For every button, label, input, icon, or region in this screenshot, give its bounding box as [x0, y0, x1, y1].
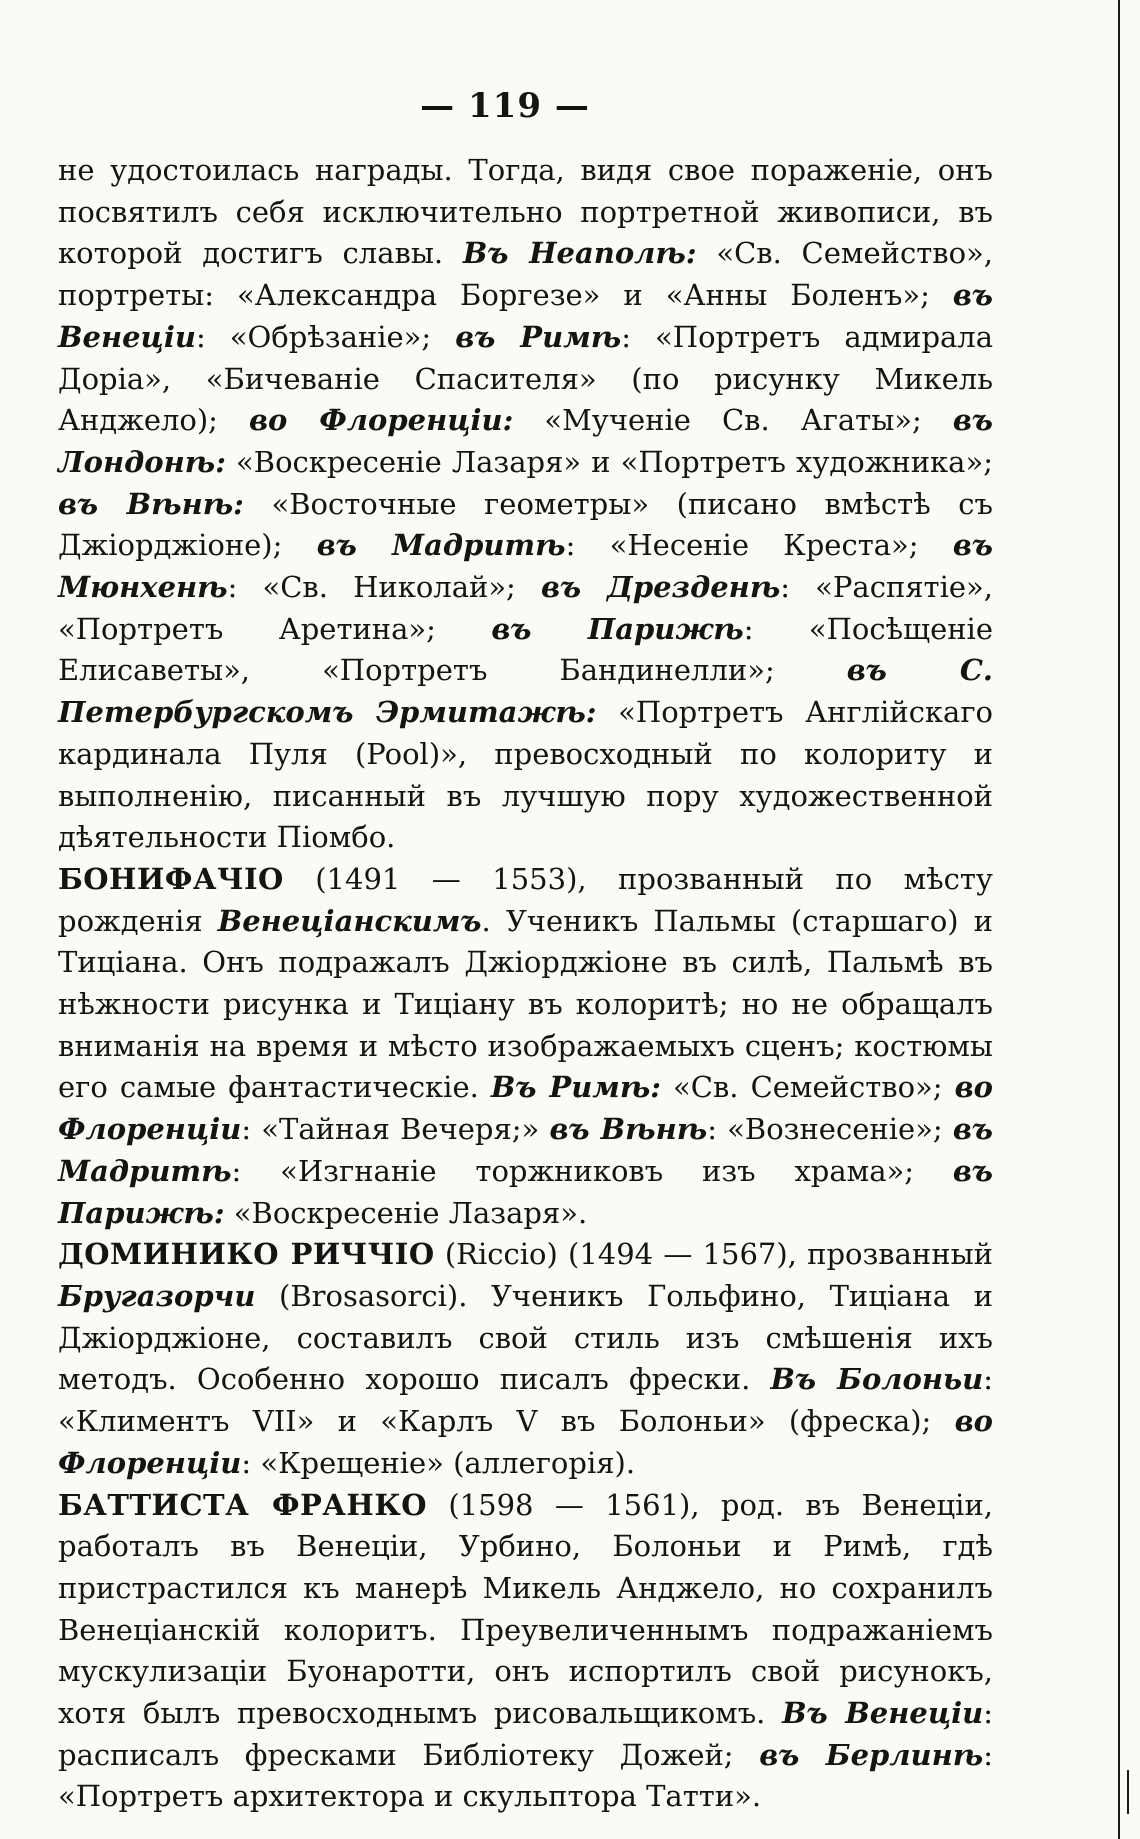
- location-label: въ Вѣнѣ:: [58, 486, 244, 521]
- text-run: . Ученикъ Пальмы (старшаго) и Тиціана. Онъ подражалъ Джіорджіоне въ силѣ, Пальмѣ въ нѣжности рисунка и Тиціану въ колоритѣ; но не обращалъ вниманія на время и мѣсто изображаемыхъ сценъ; костюмы его самые фантастическіе.: [58, 903, 994, 1105]
- page-number: — 119 —: [420, 86, 590, 126]
- text-run: (Brosasorci). Ученикъ Гольфино, Тиціана и Джіорджіоне, составилъ свой стиль изъ смѣшенія ихъ методъ. Особенно хорошо писалъ фрески.: [58, 1278, 993, 1397]
- location-label: въ Парижѣ:: [58, 1153, 993, 1230]
- location-label: въ Берлинѣ: [759, 1737, 984, 1772]
- text-run: : «Несеніе Креста»;: [565, 528, 953, 563]
- paragraph-2: [58, 859, 993, 1234]
- text-run: : «Посѣщеніе Елисаветы», «Портретъ Бандинелли»;: [58, 611, 993, 688]
- text-run: «Восточные геометры» (писано вмѣстѣ съ Джіорджіоне);: [58, 486, 994, 563]
- location-label: въ Лондонѣ:: [58, 403, 993, 479]
- page-margin-mark: [1127, 1770, 1129, 1814]
- text-run: : расписалъ фресками Библіотеку Дожей;: [58, 1696, 994, 1772]
- paragraph-4: [58, 1485, 993, 1819]
- text-run: : «Климентъ VII» и «Карлъ V въ Болоньи» (фреска);: [58, 1362, 993, 1439]
- text-run: : «Крещеніе» (аллегорія).: [241, 1445, 636, 1480]
- artist-name: БОНИФАЧІО: [58, 861, 284, 896]
- paragraph-3: [58, 1234, 993, 1484]
- text-run: не удостоилась награды. Тогда, видя свое пораженіе, онъ посвятилъ себя исключительно портретной живописи, въ которой достигъ славы.: [58, 153, 993, 271]
- location-label: въ Мадритѣ: [316, 528, 566, 563]
- location-label: въ Мюнхенѣ: [58, 528, 993, 605]
- page-edge-line: [1118, 0, 1120, 1839]
- location-label: въ С. Петербургскомъ Эрмитажѣ:: [58, 653, 993, 730]
- text-run: (1598 — 1561), род. въ Венеціи, работалъ въ Венеціи, Урбино, Болоньи и Римѣ, гдѣ пристрастился къ манерѣ Микель Анджело, но сохранилъ Венеціанскій колоритъ. Преувеличеннымъ подражаніемъ мускулизаціи Буонаротти, онъ испортилъ свой рисунокъ, хотя былъ превосходнымъ рисовальщикомъ.: [58, 1487, 993, 1731]
- text-run: : «Обрѣзаніе»;: [195, 319, 456, 354]
- location-label: во Флоренціи: [58, 1070, 993, 1147]
- text-run: : «Тайная Вечеря;»: [241, 1112, 550, 1147]
- location-label: Въ Неаполѣ:: [462, 236, 697, 271]
- body-text: [58, 150, 993, 1818]
- artist-name: БАТТИСТА ФРАНКО: [58, 1487, 427, 1522]
- location-label: Бругазорчи: [58, 1278, 256, 1313]
- location-label: Венеціанскимъ: [217, 903, 482, 938]
- location-label: Въ Римѣ:: [490, 1070, 662, 1105]
- text-run: «Портретъ Англійскаго кардинала Пуля (Pool)», превосходный по колориту и выполненію, писанный въ лучшую пору художественной дѣятельности Піомбо.: [58, 695, 993, 855]
- text-run: «Воскресеніе Лазаря».: [224, 1195, 588, 1230]
- text-run: : «Изгнаніе торжниковъ изъ храма»;: [231, 1153, 953, 1188]
- text-run: (1491 — 1553), прозванный по мѣсту рожденія: [58, 861, 993, 938]
- location-label: Въ Венеціи: [782, 1696, 984, 1731]
- location-label: во Флоренціи:: [248, 403, 514, 438]
- text-run: : «Портретъ адмирала Доріа», «Бичеваніе Спасителя» (по рисунку Микель Анджело);: [58, 319, 994, 438]
- text-run: «Св. Семейство», портреты: «Александра Боргезе» и «Анны Боленъ»;: [58, 236, 993, 313]
- location-label: во Флоренціи: [58, 1404, 993, 1480]
- text-run: «Св. Семейство»;: [661, 1070, 955, 1105]
- artist-name: ДОМИНИКО РИЧЧІО: [58, 1237, 435, 1272]
- text-run: «Мученіе Св. Агаты»;: [513, 403, 953, 438]
- location-label: въ Дрезденѣ: [540, 570, 781, 605]
- text-run: : «Вознесеніе»;: [707, 1112, 953, 1147]
- location-label: Въ Болоньи: [770, 1362, 984, 1397]
- text-run: (Riccio) (1494 — 1567), прозванный: [434, 1237, 993, 1272]
- location-label: въ Римѣ: [455, 319, 622, 354]
- location-label: въ Вѣнѣ: [549, 1112, 708, 1147]
- location-label: въ Парижѣ: [491, 611, 744, 646]
- location-label: въ Венеціи: [58, 278, 993, 354]
- paragraph-1: [58, 150, 993, 859]
- text-run: : «Св. Николай»;: [227, 570, 541, 605]
- text-run: «Воскресеніе Лазаря» и «Портретъ художника»;: [225, 444, 993, 479]
- text-run: : «Распятіе», «Портретъ Аретина»;: [58, 570, 994, 646]
- location-label: въ Мадритѣ: [58, 1112, 993, 1188]
- text-run: : «Портретъ архитектора и скульптора Татти».: [58, 1737, 993, 1814]
